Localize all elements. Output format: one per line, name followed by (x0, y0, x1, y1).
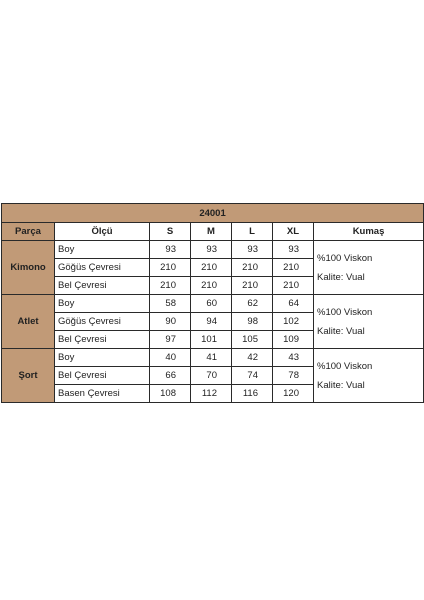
size-value: 210 (273, 259, 314, 277)
size-value: 58 (150, 295, 191, 313)
measure-name: Bel Çevresi (55, 277, 150, 295)
size-value: 43 (273, 349, 314, 367)
size-value: 41 (191, 349, 232, 367)
fabric-line: Kalite: Vual (317, 271, 365, 283)
size-value: 94 (191, 313, 232, 331)
size-chart (1, 203, 423, 403)
fabric-line: %100 Viskon (317, 252, 373, 264)
size-value: 210 (150, 277, 191, 295)
measure-name: Bel Çevresi (55, 331, 150, 349)
size-value: 93 (232, 241, 273, 259)
size-value: 120 (273, 385, 314, 403)
size-value: 42 (232, 349, 273, 367)
size-value: 93 (191, 241, 232, 259)
header-size-xl: XL (273, 223, 314, 241)
measure-name: Göğüs Çevresi (55, 259, 150, 277)
size-value: 105 (232, 331, 273, 349)
header-size-l: L (232, 223, 273, 241)
fabric-info (314, 295, 424, 349)
size-value: 66 (150, 367, 191, 385)
size-value: 210 (273, 277, 314, 295)
size-value: 78 (273, 367, 314, 385)
product-code: 24001 (2, 204, 424, 223)
header-measure: Ölçü (55, 223, 150, 241)
size-value: 93 (150, 241, 191, 259)
fabric-line: %100 Viskon (317, 306, 373, 318)
size-value: 62 (232, 295, 273, 313)
size-value: 97 (150, 331, 191, 349)
size-value: 210 (191, 259, 232, 277)
fabric-line: Kalite: Vual (317, 379, 365, 391)
size-value: 210 (232, 277, 273, 295)
size-value: 101 (191, 331, 232, 349)
size-value: 74 (232, 367, 273, 385)
part-name: Şort (2, 349, 55, 403)
size-value: 102 (273, 313, 314, 331)
measure-name: Boy (55, 241, 150, 259)
size-value: 210 (232, 259, 273, 277)
header-part: Parça (2, 223, 55, 241)
size-value: 210 (150, 259, 191, 277)
size-value: 112 (191, 385, 232, 403)
header-row (2, 223, 424, 241)
product-code-row (2, 204, 424, 223)
table-row (2, 241, 424, 259)
header-size-m: M (191, 223, 232, 241)
measure-name: Basen Çevresi (55, 385, 150, 403)
size-table (1, 203, 424, 403)
size-value: 40 (150, 349, 191, 367)
fabric-line: %100 Viskon (317, 360, 373, 372)
header-fabric: Kumaş (314, 223, 424, 241)
size-value: 116 (232, 385, 273, 403)
measure-name: Boy (55, 349, 150, 367)
size-value: 60 (191, 295, 232, 313)
part-name: Kimono (2, 241, 55, 295)
size-value: 108 (150, 385, 191, 403)
size-value: 93 (273, 241, 314, 259)
size-value: 90 (150, 313, 191, 331)
fabric-info (314, 349, 424, 403)
fabric-line: Kalite: Vual (317, 325, 365, 337)
size-value: 210 (191, 277, 232, 295)
size-value: 70 (191, 367, 232, 385)
measure-name: Bel Çevresi (55, 367, 150, 385)
fabric-info (314, 241, 424, 295)
part-name: Atlet (2, 295, 55, 349)
measure-name: Boy (55, 295, 150, 313)
header-size-s: S (150, 223, 191, 241)
size-value: 98 (232, 313, 273, 331)
table-row (2, 295, 424, 313)
size-value: 64 (273, 295, 314, 313)
size-value: 109 (273, 331, 314, 349)
measure-name: Göğüs Çevresi (55, 313, 150, 331)
table-row (2, 349, 424, 367)
